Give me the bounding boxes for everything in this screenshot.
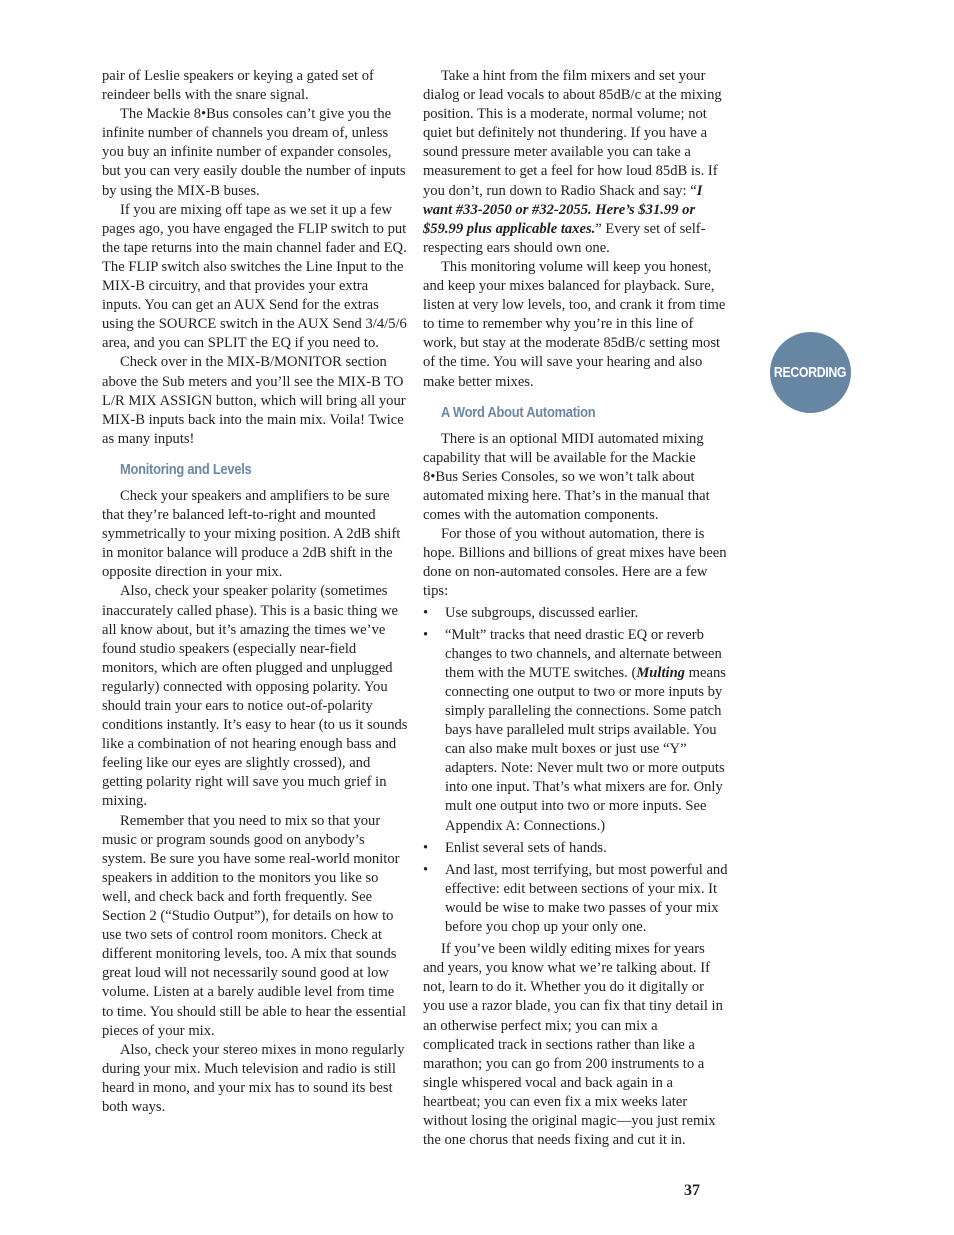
- section-tab-label: RECORDING: [774, 364, 847, 381]
- paragraph: There is an optional MIDI automated mixing capability that will be available for the Mackie 8•Bus Series Consoles, so we won’t talk about automated mixing here. That’s in the manual that comes with the automation components.: [423, 430, 710, 524]
- paragraph: For those of you without automation, there is hope. Billions and billions of great mixes have been done on non-automated consoles. Here are a few tips:: [423, 526, 727, 600]
- term-emphasis: Multing: [636, 664, 685, 681]
- list-item: [423, 626, 729, 836]
- list-item-text: Use subgroups, discussed earlier.: [445, 604, 639, 621]
- bullet-icon: •: [423, 604, 429, 621]
- text-run: ” Every set of self-respecting ears should own one.: [423, 220, 706, 256]
- quote-emphasis: I want #33-2050 or #32-2055. Here’s $31.99 or $59.99 plus applicable taxes.: [423, 182, 703, 237]
- section-heading-automation: A Word About Automation: [441, 403, 596, 421]
- text-run: Take a hint from the film mixers and set your dialog or lead vocals to about 85dB/c at the mixing position. This is a moderate, normal volume; not quiet but definitely not thundering. If you have a sound pressure meter available you can take a measurement to get a feel for how loud 85dB is. If you don’t, run down to Radio Shack and say: “: [423, 68, 722, 199]
- bullet-icon: •: [423, 626, 429, 643]
- section-tab-badge: [770, 332, 851, 413]
- paragraph: Also, check your speaker polarity (sometimes inaccurately called phase). This is a basic thing we all know about, but it’s amazing the times we’ve found studio speakers (especially near-field monitors, which are often plugged and unplugged regularly) connected with opposing polarity. You should train your ears to notice out-of-polarity conditions instantly. It’s easy to hear (to us it sounds like a combination of not hearing enough bass and feeling like our eyes are slightly crossed), and getting polarity right will save you much grief in mixing.: [102, 583, 408, 810]
- tips-list: [423, 604, 729, 938]
- page-number: 37: [684, 1182, 700, 1199]
- paragraph: The Mackie 8•Bus consoles can’t give you the infinite number of channels you dream of, unless you buy an infinite number of expander consoles, but you can very easily double the number of inputs by using the MIX-B buses.: [102, 106, 406, 199]
- list-item-text: Enlist several sets of hands.: [445, 839, 607, 856]
- paragraph: pair of Leslie speakers or keying a gated set of reindeer bells with the snare signal.: [102, 68, 374, 104]
- bullet-icon: •: [423, 839, 429, 856]
- list-item: [423, 839, 729, 858]
- paragraph: If you’ve been wildly editing mixes for years and years, you know what we’re talking about. If not, learn to do it. Whether you do it digitally or you use a razor blade, you can fix that tiny detail in an otherwise perfect mix; you can mix a complicated track in sections rather than like a marathon; you can go from 200 instruments to a single whispered vocal and back again in a heartbeat; you can even fix a mix weeks later without losing the original magic—you just remix the one chorus that needs fixing and cut it in.: [423, 941, 723, 1149]
- paragraph: Check over in the MIX-B/MONITOR section above the Sub meters and you’ll see the MIX-B TO L/R MIX ASSIGN button, which will bring all your MIX-B inputs back into the main mix. Voila! Twice as many inputs!: [102, 354, 406, 447]
- left-column: [102, 67, 408, 1117]
- section-heading-monitoring: Monitoring and Levels: [120, 460, 252, 478]
- paragraph: [423, 67, 729, 258]
- paragraph: If you are mixing off tape as we set it up a few pages ago, you have engaged the FLIP switch to put the tape returns into the main channel fader and EQ. The FLIP switch also switches the Line Input to the MIX-B circuitry, and that provides your extra inputs. You can get an AUX Send for the extras using the SOURCE switch in the AUX Send 3/4/5/6 area, and you can SPLIT the EQ if you need to.: [102, 201, 407, 352]
- paragraph: Also, check your stereo mixes in mono regularly during your mix. Much television and radio is still heard in mono, and your mix has to sound its best both ways.: [102, 1041, 405, 1115]
- paragraph: Remember that you need to mix so that your music or program sounds good on anybody’s system. Be sure you have some real-world monitor speakers in addition to the monitors you like so well, and check back and forth frequently. See Section 2 (“Studio Output”), for details on how to use two sets of control room monitors. Check at different monitoring levels, too. A mix that sounds great loud will not necessarily sound good at low volume. Listen at a barely audible level from time to time. You should still be able to hear the essential pieces of your mix.: [102, 812, 406, 1039]
- list-item-text: And last, most terrifying, but most powerful and effective: edit between sections of your mix. It would be wise to make two passes of your mix before you chop up your only one.: [445, 861, 728, 936]
- list-item-text: “Mult” tracks that need drastic EQ or reverb changes to two channels, and alternate between them with the MUTE switches. (: [445, 626, 722, 681]
- paragraph: This monitoring volume will keep you honest, and keep your mixes balanced for playback. Sure, listen at very low levels, too, and crank it from time to time to remember why you’re in this line of work, but stay at the moderate 85dB/c setting most of the time. You will save your hearing and also make better mixes.: [423, 258, 726, 390]
- paragraph: Check your speakers and amplifiers to be sure that they’re balanced left-to-right and mounted symmetrically to your mixing position. A 2dB shift in monitor balance will produce a 2dB shift in the opposite direction in your mix.: [102, 487, 401, 581]
- list-item-text: means connecting one output to two or more inputs by simply paralleling the connections. Some patch bays have paralleled mult strips available. You can also make mult boxes or just use “Y” adapters. Note: Never mult two or more outputs into one input. That’s what mixers are for. Only mult one output into two or more inputs. See Appendix A: Connections.): [445, 664, 726, 834]
- list-item: [423, 861, 729, 937]
- right-column: [423, 67, 729, 1150]
- bullet-icon: •: [423, 861, 429, 878]
- list-item: [423, 604, 729, 623]
